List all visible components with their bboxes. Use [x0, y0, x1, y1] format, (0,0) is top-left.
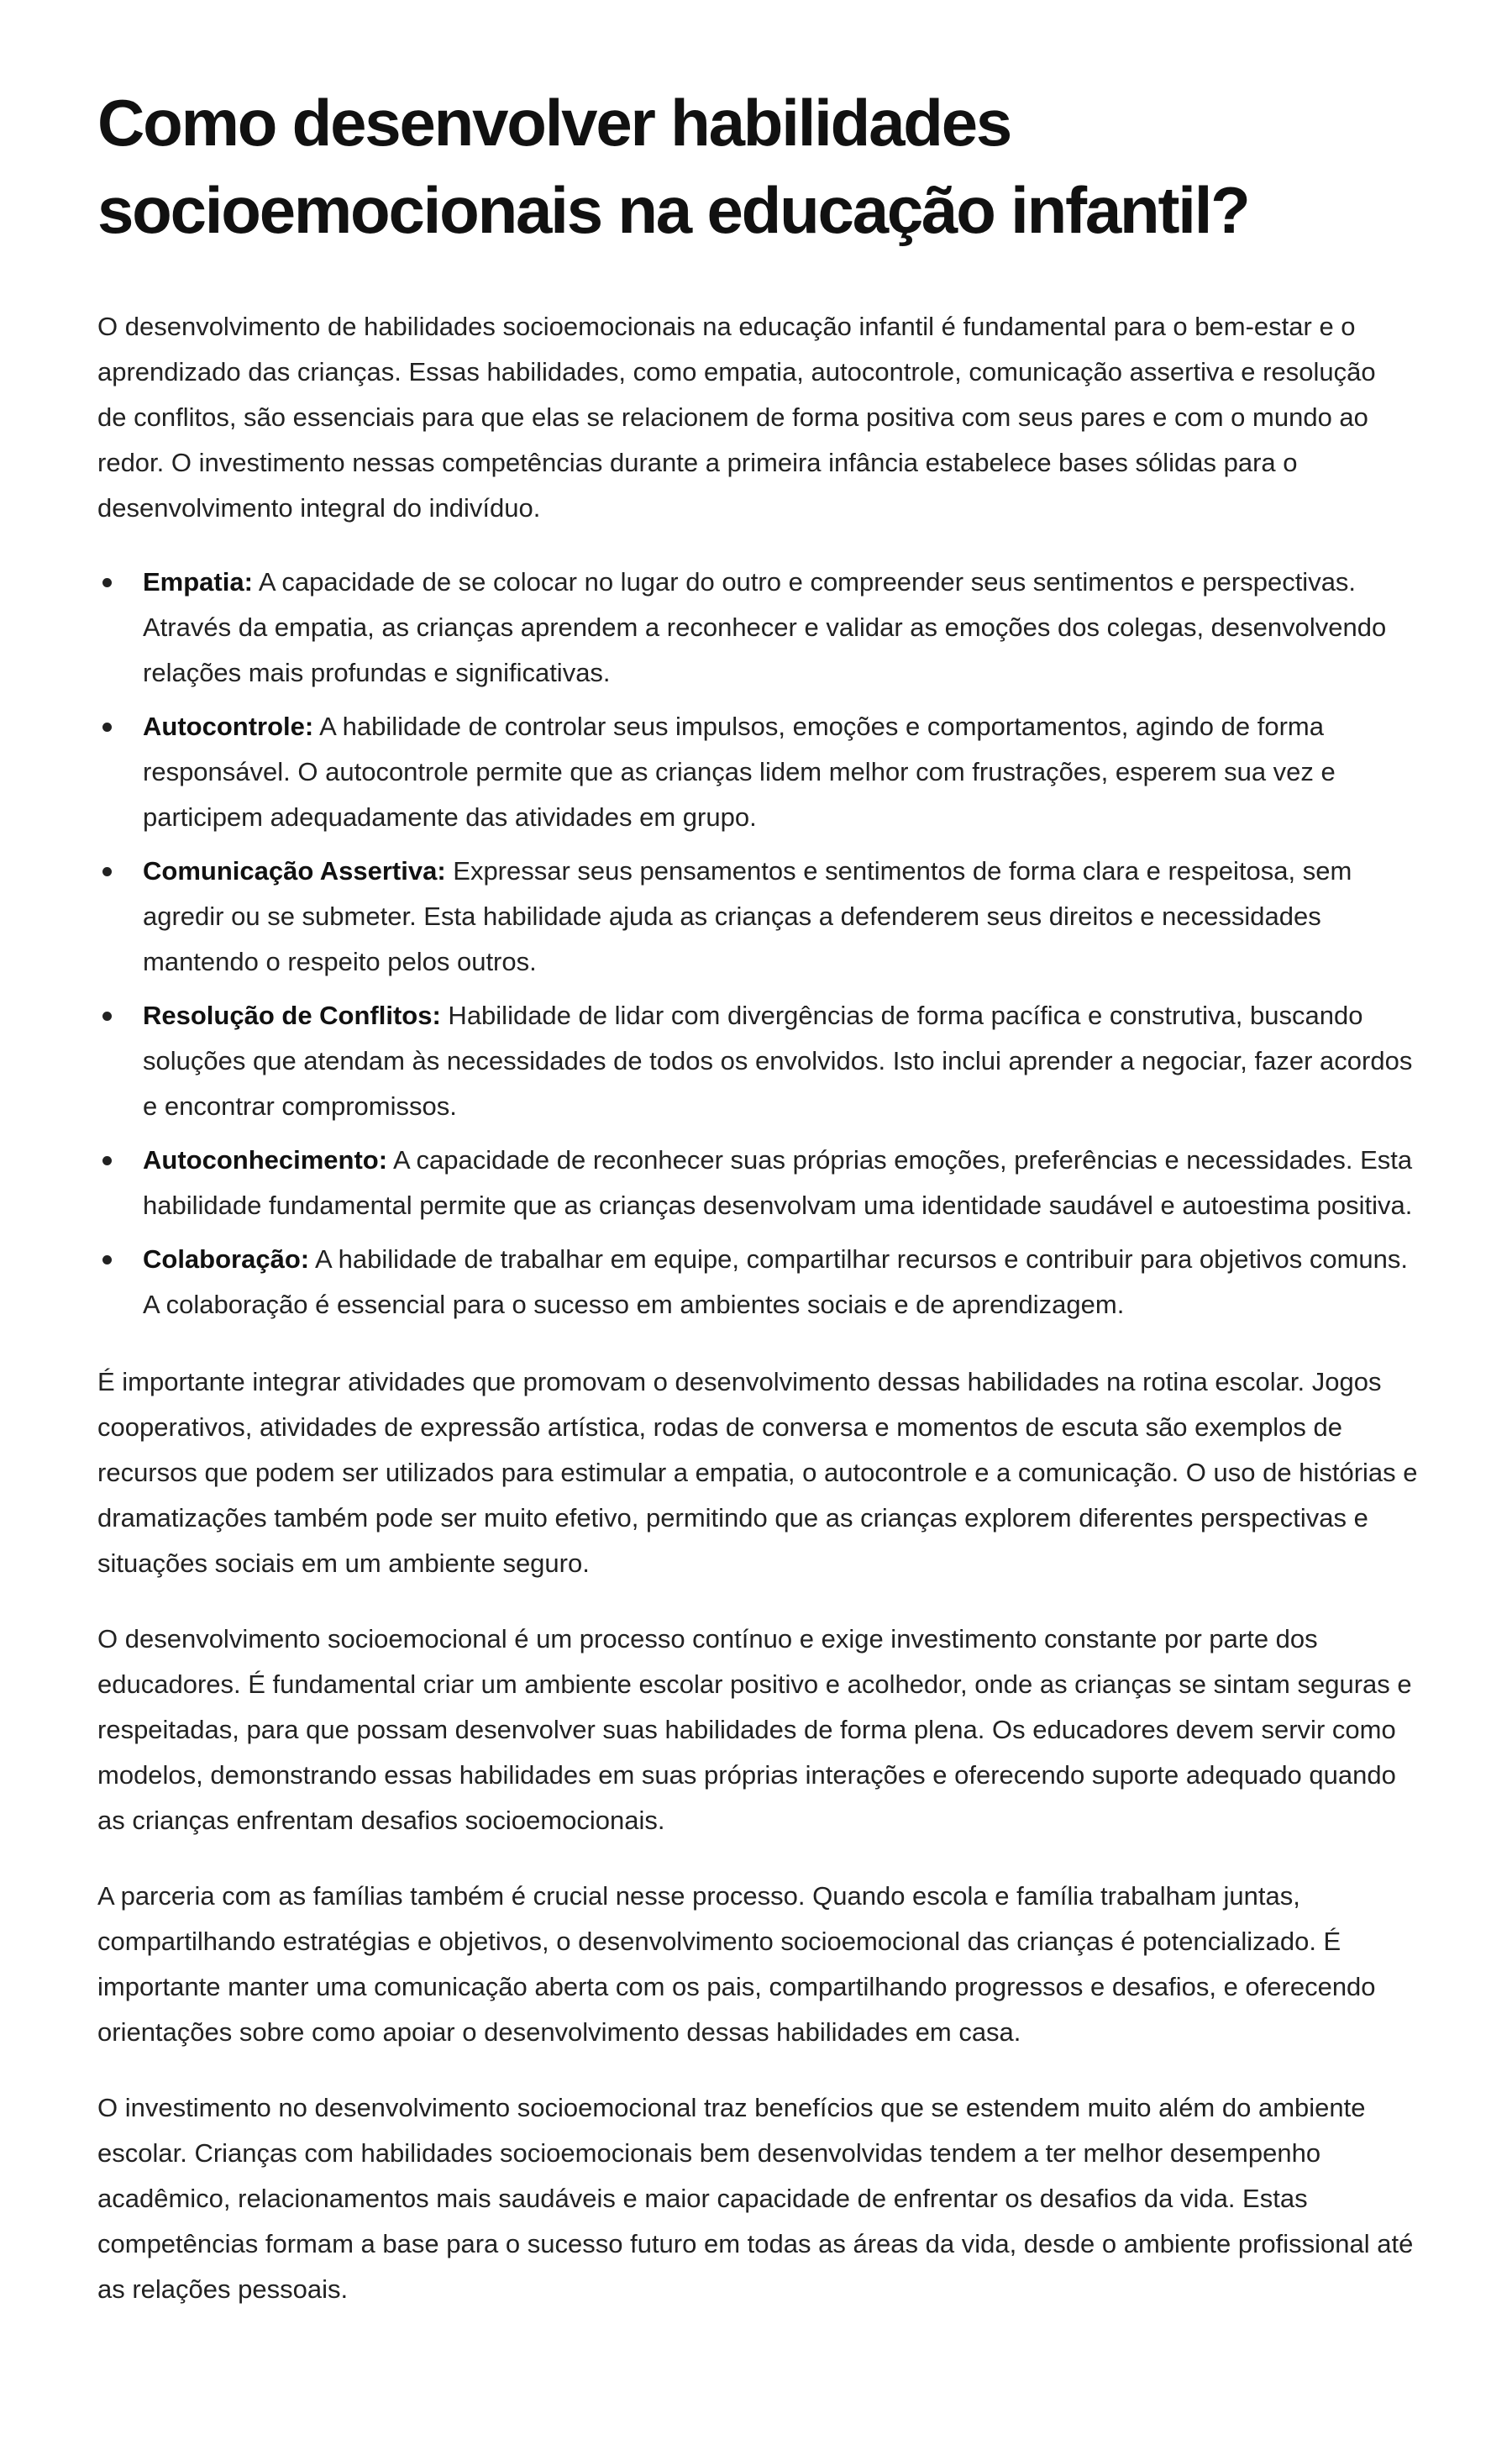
skill-term: Empatia:: [143, 567, 253, 597]
skills-list: [97, 560, 1425, 1328]
list-item: [97, 560, 1425, 696]
skill-description: A habilidade de trabalhar em equipe, compartilhar recursos e contribuir para objetivos comuns. A colaboração é essencial para o sucesso em ambientes sociais e de aprendizagem.: [143, 1244, 1408, 1319]
list-item: [97, 1138, 1425, 1228]
skill-description: Expressar seus pensamentos e sentimentos de forma clara e respeitosa, sem agredir ou se submeter. Esta habilidade ajuda as crianças a defenderem seus direitos e necessidades mantendo o respeito pelos outros.: [143, 856, 1352, 976]
bullet-icon: [102, 1012, 112, 1021]
list-item: [97, 1237, 1425, 1328]
skill-description: A capacidade de se colocar no lugar do outro e compreender seus sentimentos e perspectivas. Através da empatia, as crianças aprendem a reconhecer e validar as emoções dos colegas, desenvolvendo relações mais profundas e significativas.: [143, 567, 1387, 687]
bullet-icon: [102, 1156, 112, 1165]
bullet-icon: [102, 578, 112, 587]
skill-description: A capacidade de reconhecer suas próprias emoções, preferências e necessidades. Esta habilidade fundamental permite que as crianças desenvolvam uma identidade saudável e autoestima positiva.: [143, 1145, 1413, 1220]
bullet-icon: [102, 867, 112, 876]
list-item: [97, 704, 1425, 840]
skill-term: Autocontrole:: [143, 712, 314, 741]
bullet-icon: [102, 1255, 112, 1264]
article-title: Como desenvolver habilidades socioemocionais na educação infantil?: [97, 86, 1249, 247]
list-item: [97, 993, 1425, 1129]
body-paragraph: O desenvolvimento socioemocional é um processo contínuo e exige investimento constante por parte dos educadores. É fundamental criar um ambiente escolar positivo e acolhedor, onde as crianças se sintam seguras e respeitadas, para que possam desenvolver suas habilidades de forma plena. Os educadores devem servir como modelos, demonstrando essas habilidades em suas próprias interações e oferecendo suporte adequado quando as crianças enfrentam desafios socioemocionais.: [97, 1624, 1412, 1835]
body-paragraph: A parceria com as famílias também é crucial nesse processo. Quando escola e família trabalham juntas, compartilhando estratégias e objetivos, o desenvolvimento socioemocional das crianças é potencializado. É importante manter uma comunicação aberta com os pais, compartilhando progressos e desafios, e oferecendo orientações sobre como apoiar o desenvolvimento dessas habilidades em casa.: [97, 1881, 1376, 2047]
skill-term: Colaboração:: [143, 1244, 310, 1274]
skill-term: Autoconhecimento:: [143, 1145, 388, 1175]
skill-description: Habilidade de lidar com divergências de forma pacífica e construtiva, buscando soluções que atendam às necessidades de todos os envolvidos. Isto inclui aprender a negociar, fazer acordos e encontrar compromissos.: [143, 1001, 1413, 1121]
intro-paragraph: O desenvolvimento de habilidades socioemocionais na educação infantil é fundamental para o bem-estar e o aprendizado das crianças. Essas habilidades, como empatia, autocontrole, comunicação assertiva e resolução de conflitos, são essenciais para que elas se relacionem de forma positiva com seus pares e com o mundo ao redor. O investimento nessas competências durante a primeira infância estabelece bases sólidas para o desenvolvimento integral do indivíduo.: [97, 312, 1376, 523]
bullet-icon: [102, 723, 112, 732]
skill-term: Comunicação Assertiva:: [143, 856, 446, 886]
list-item: [97, 849, 1425, 985]
skill-term: Resolução de Conflitos:: [143, 1001, 441, 1030]
skill-description: A habilidade de controlar seus impulsos, emoções e comportamentos, agindo de forma responsável. O autocontrole permite que as crianças lidem melhor com frustrações, esperem sua vez e participem adequadamente das atividades em grupo.: [143, 712, 1336, 832]
body-paragraph: É importante integrar atividades que promovam o desenvolvimento dessas habilidades na rotina escolar. Jogos cooperativos, atividades de expressão artística, rodas de conversa e momentos de escuta são exemplos de recursos que podem ser utilizados para estimular a empatia, o autocontrole e a comunicação. O uso de histórias e dramatizações também pode ser muito efetivo, permitindo que as crianças explorem diferentes perspectivas e situações sociais em um ambiente seguro.: [97, 1367, 1418, 1578]
body-paragraph: O investimento no desenvolvimento socioemocional traz benefícios que se estendem muito além do ambiente escolar. Crianças com habilidades socioemocionais bem desenvolvidas tendem a ter melhor desempenho acadêmico, relacionamentos mais saudáveis e maior capacidade de enfrentar os desafios da vida. Estas competências formam a base para o sucesso futuro em todas as áreas da vida, desde o ambiente profissional até as relações pessoais.: [97, 2093, 1414, 2304]
